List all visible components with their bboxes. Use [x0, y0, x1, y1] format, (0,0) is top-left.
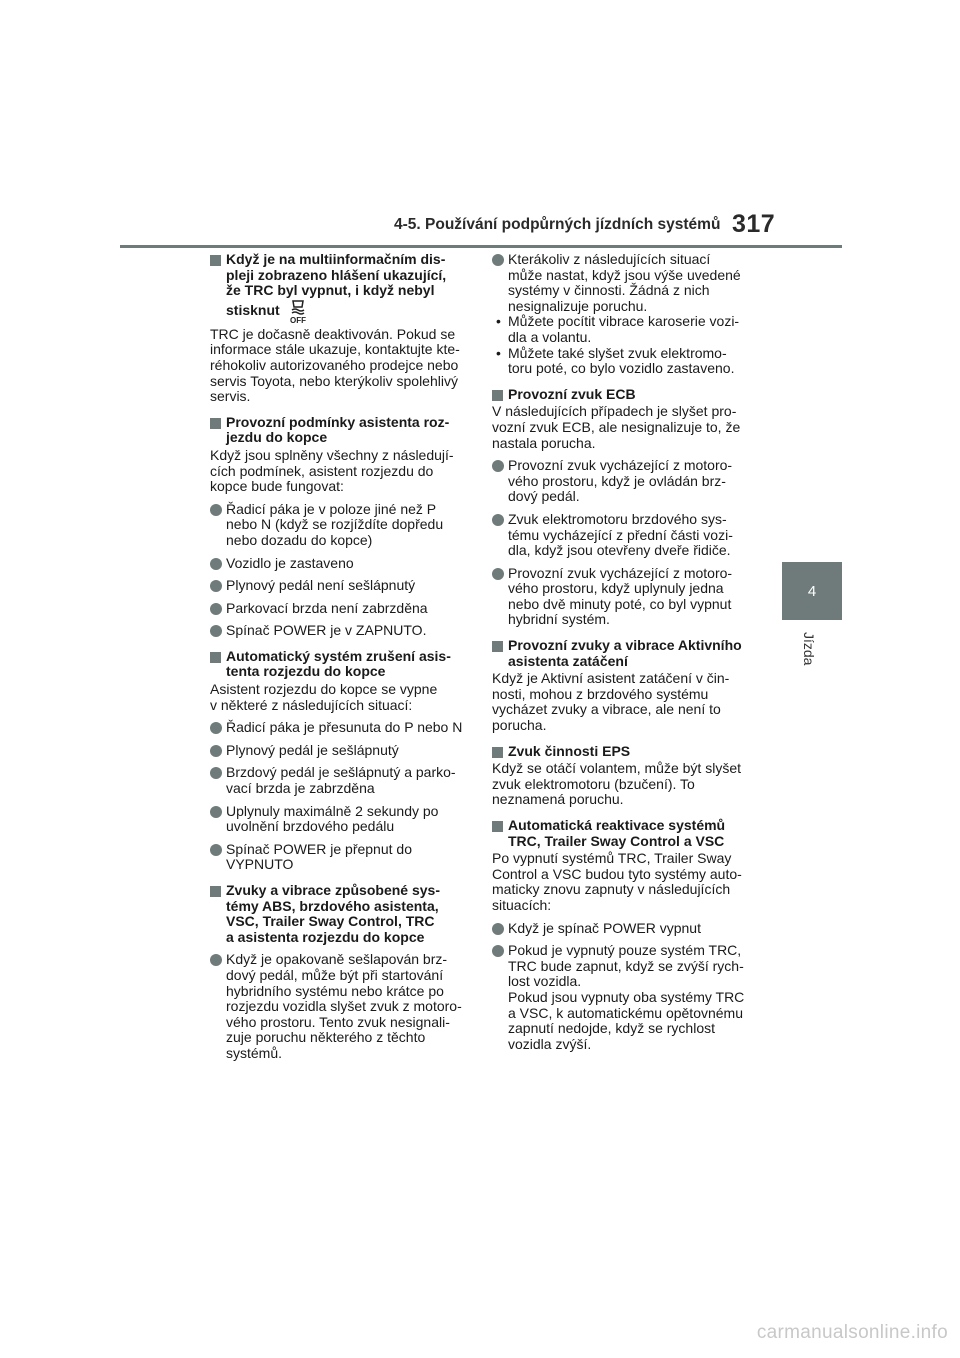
watermark: carmanualsonline.info — [756, 1322, 948, 1343]
text-line: Když je na multiinformačním dis- — [226, 251, 446, 267]
bullet-dot-icon — [492, 945, 504, 957]
bullet-dot-icon — [492, 514, 504, 526]
text-line: Asistent rozjezdu do kopce se vypne — [210, 681, 438, 698]
page-number: 317 — [732, 210, 776, 238]
text-line: TRC, Trailer Sway Control a VSC — [508, 832, 725, 849]
text-line: Kterákoliv z následujících situací — [508, 251, 711, 267]
trc-message-heading — [210, 252, 472, 325]
bullet-dot-icon — [210, 603, 222, 615]
text-line: Provozní zvuk vycházející z motoro- — [508, 457, 733, 474]
text-line: tenta rozjezdu do kopce — [226, 663, 386, 680]
text-line: Když je Aktivní asistent zatáčení v čin- — [492, 670, 730, 687]
bullet-item — [492, 921, 760, 937]
text-line: Když je opakovaně sešlapován brz- — [226, 951, 448, 968]
text-line: TRC bude zapnut, když se zvýší rych- — [508, 957, 744, 974]
bullet-item — [210, 743, 472, 759]
text-line: může nastat, když jsou výše uvedené — [508, 266, 741, 283]
bullet-dot-icon — [210, 722, 222, 734]
chapter-number: 4 — [807, 582, 817, 600]
text-line: VSC, Trailer Sway Control, TRC — [226, 913, 435, 930]
bullet-item — [492, 252, 760, 314]
bullet-dot-icon — [210, 806, 222, 818]
text-line: lost vozidla. — [508, 973, 582, 990]
text-line: vozní zvuk ECB, ale nesignalizuje to, že — [492, 418, 741, 435]
bullet-item — [210, 556, 472, 572]
dash-item — [492, 314, 760, 345]
text-line: Řadicí páka je v poloze jiné než P — [226, 500, 437, 517]
bullet-dot-icon — [210, 580, 222, 592]
dash-item — [492, 346, 760, 377]
auto-reactivation-text — [492, 851, 760, 913]
text-line: v některé z následujících situací: — [210, 696, 413, 713]
text-line: Můžete pocítit vibrace karoserie vozi- — [508, 313, 740, 330]
bullet-item — [210, 842, 472, 873]
hill-start-conditions-heading — [210, 415, 472, 446]
text-line: Automatický systém zrušení asis- — [226, 647, 451, 664]
text-line: rozjezdu vozidla slyšet zvuk z motoro- — [226, 998, 462, 1015]
bullet-dot-icon — [210, 745, 222, 757]
bullet-item — [210, 578, 472, 594]
text-line: jezdu do kopce — [226, 429, 328, 446]
hill-start-cancel-heading — [210, 649, 472, 680]
text-line: Plynový pedál je sešlápnutý — [226, 741, 399, 758]
text-line: Provozní zvuk ECB — [508, 385, 636, 402]
bullet-item — [210, 601, 472, 617]
section-square-icon — [210, 886, 221, 897]
text-line: Provozní podmínky asistenta roz- — [226, 413, 450, 430]
bullet-dot-icon — [210, 558, 222, 570]
text-line: zuje poruchu některého z těchto — [226, 1029, 426, 1046]
text-line: Můžete také slyšet zvuk elektromo- — [508, 344, 727, 361]
section-square-icon — [492, 641, 503, 652]
section-square-icon — [210, 652, 221, 663]
text-line: VYPNUTO — [226, 856, 294, 873]
text-line: témy ABS, brzdového asistenta, — [226, 897, 439, 914]
text-line: Parkovací brzda není zabrzděna — [226, 599, 428, 616]
bullet-item — [210, 804, 472, 835]
bullet-dot-icon — [210, 767, 222, 779]
chapter-tab[interactable] — [782, 562, 842, 620]
bullet-dot-icon — [492, 923, 504, 935]
text-line: Brzdový pedál je sešlápnutý a parko- — [226, 764, 456, 781]
text-line: vého prostoru, když je ovládán brz- — [508, 472, 726, 489]
text-line: Po vypnutí systémů TRC, Trailer Sway — [492, 850, 732, 867]
text-line: asistenta zatáčení — [508, 652, 628, 669]
bullet-dot-icon — [210, 625, 222, 637]
text-line: Uplynuly maximálně 2 sekundy po — [226, 802, 439, 819]
text-line: vycházet zvuky a vibrace, ale není to — [492, 701, 721, 718]
text-line: uvolnění brzdového pedálu — [226, 818, 395, 835]
hill-start-cancel-text — [210, 682, 472, 713]
bullet-dot-icon — [210, 504, 222, 516]
text-line: Provozní zvuk vycházející z motoro- — [508, 564, 733, 581]
text-line: stisknut — [226, 302, 280, 319]
text-line: Když je spínač POWER vypnut — [508, 919, 701, 936]
text-line: servis Toyota, nebo kterýkoliv spolehlivý — [210, 372, 458, 389]
text-line: cích podmínek, asistent rozjezdu do — [210, 462, 434, 479]
bullet-item — [492, 943, 760, 1052]
bullet-item — [210, 720, 472, 736]
auto-reactivation-heading — [492, 818, 760, 849]
text-line: Spínač POWER je přepnut do — [226, 840, 412, 857]
bullet-dot-icon — [210, 844, 222, 856]
text-line: nebo dvě minuty poté, co byl vypnut — [508, 595, 732, 612]
trc-message-text — [210, 327, 472, 405]
text-line: hybridní systém. — [508, 611, 610, 628]
header-divider — [120, 245, 842, 248]
text-line: zvuk elektromotoru (bzučení). To — [492, 775, 695, 792]
chapter-label: Jízda — [801, 632, 817, 666]
text-line: nebo dozadu do kopce) — [226, 531, 373, 548]
text-line: vací brzda je zabrzděna — [226, 780, 375, 797]
section-square-icon — [492, 390, 503, 401]
text-line: V následujících případech je slyšet pro- — [492, 403, 737, 420]
text-line: maticky znovu zapnuty v následujících — [492, 881, 731, 898]
text-line: že TRC byl vypnut, i když nebyl — [226, 282, 435, 299]
active-cornering-assist-heading — [492, 638, 760, 669]
text-line: informace stále ukazuje, kontaktujte kte- — [210, 341, 460, 358]
section-square-icon — [492, 747, 503, 758]
text-line: Zvuky a vibrace způsobené sys- — [226, 882, 440, 898]
eps-sound-heading — [492, 744, 760, 760]
text-line: Řadicí páka je přesunuta do P nebo N — [226, 719, 463, 736]
text-line: nosti, mohou z brzdového systému — [492, 685, 709, 702]
text-line: Plynový pedál není sešlápnutý — [226, 577, 416, 594]
text-line: dový pedál. — [508, 488, 580, 505]
text-line: situacích: — [492, 896, 552, 913]
bullet-item — [492, 566, 760, 628]
bullet-dot-icon — [492, 460, 504, 472]
left-column — [210, 252, 472, 1062]
text-line: réhokoliv autorizovaného prodejce nebo — [210, 356, 459, 373]
bullet-item — [210, 952, 472, 1061]
text-line: systémy v činnosti. Žádná z nich — [508, 282, 710, 299]
text-line: systémů. — [226, 1044, 283, 1061]
text-line: dla a volantu. — [508, 328, 592, 345]
bullet-item — [210, 623, 472, 639]
text-line: vého prostoru. Tento zvuk nesignali- — [226, 1013, 450, 1030]
ecb-sound-heading — [492, 387, 760, 403]
text-line: vozidla zvýší. — [508, 1035, 592, 1052]
bullet-item — [210, 765, 472, 796]
text-line: Když se otáčí volantem, může být slyšet — [492, 760, 741, 777]
bullet-dot-icon — [492, 254, 504, 266]
text-line: dový pedál, může být při startování — [226, 966, 444, 983]
abs-sounds-heading — [210, 883, 472, 945]
text-line: Provozní zvuky a vibrace Aktivního — [508, 637, 742, 654]
text-line: nesignalizuje poruchu. — [508, 297, 648, 314]
text-line: Automatická reaktivace systémů — [508, 817, 726, 833]
active-cornering-assist-text — [492, 671, 760, 733]
text-line: kopce bude fungovat: — [210, 478, 344, 495]
text-line: Pokud jsou vypnuty oba systémy TRC — [508, 988, 745, 1005]
text-line: Vozidlo je zastaveno — [226, 554, 354, 571]
section-square-icon — [210, 255, 221, 266]
text-line: a asistenta rozjezdu do kopce — [226, 928, 425, 945]
text-line: Control a VSC budou tyto systémy auto- — [492, 865, 742, 882]
ecb-sound-text — [492, 404, 760, 451]
text-line: toru poté, co bylo vozidlo zastaveno. — [508, 360, 735, 377]
bullet-dot-icon — [210, 954, 222, 966]
text-line: zapnutí nedojde, když se rychlost — [508, 1020, 716, 1037]
text-line: Pokud je vypnutý pouze systém TRC, — [508, 942, 742, 959]
bullet-item — [210, 502, 472, 549]
text-line: tému vycházející z přední části vozi- — [508, 526, 733, 543]
text-line: Spínač POWER je v ZAPNUTO. — [226, 622, 427, 639]
section-square-icon — [492, 821, 503, 832]
hill-start-conditions-text — [210, 448, 472, 495]
bullet-item — [492, 458, 760, 505]
text-line: Když jsou splněny všechny z následují- — [210, 446, 454, 463]
text-line: pleji zobrazeno hlášení ukazující, — [226, 266, 447, 283]
bullet-item — [492, 512, 760, 559]
text-line: hybridního systému nebo krátce po — [226, 982, 444, 999]
trc-off-icon — [286, 299, 310, 325]
right-column — [492, 252, 760, 1052]
dash-mark: • — [496, 344, 501, 361]
section-title: 4-5. Používání podpůrných jízdních systémů — [394, 216, 721, 233]
text-line: vého prostoru, když uplynuly jedna — [508, 580, 724, 597]
text-line: Zvuk činnosti EPS — [508, 742, 631, 759]
dash-mark: • — [496, 313, 501, 330]
section-square-icon — [210, 418, 221, 429]
eps-sound-text — [492, 761, 760, 808]
text-line: a VSC, k automatickému opětovnému — [508, 1004, 744, 1021]
icon-label: OFF — [289, 315, 306, 325]
text-line: servis. — [210, 388, 251, 405]
text-line: TRC je dočasně deaktivován. Pokud se — [210, 325, 456, 342]
text-line: dla, když jsou otevřeny dveře řidiče. — [508, 542, 731, 559]
text-line: Zvuk elektromotoru brzdového sys- — [508, 510, 727, 527]
text-line: neznamená poruchu. — [492, 791, 624, 808]
text-line: nastala porucha. — [492, 434, 596, 451]
text-line: nebo N (když se rozjíždíte dopředu — [226, 516, 444, 533]
text-line: porucha. — [492, 717, 547, 734]
bullet-dot-icon — [492, 568, 504, 580]
